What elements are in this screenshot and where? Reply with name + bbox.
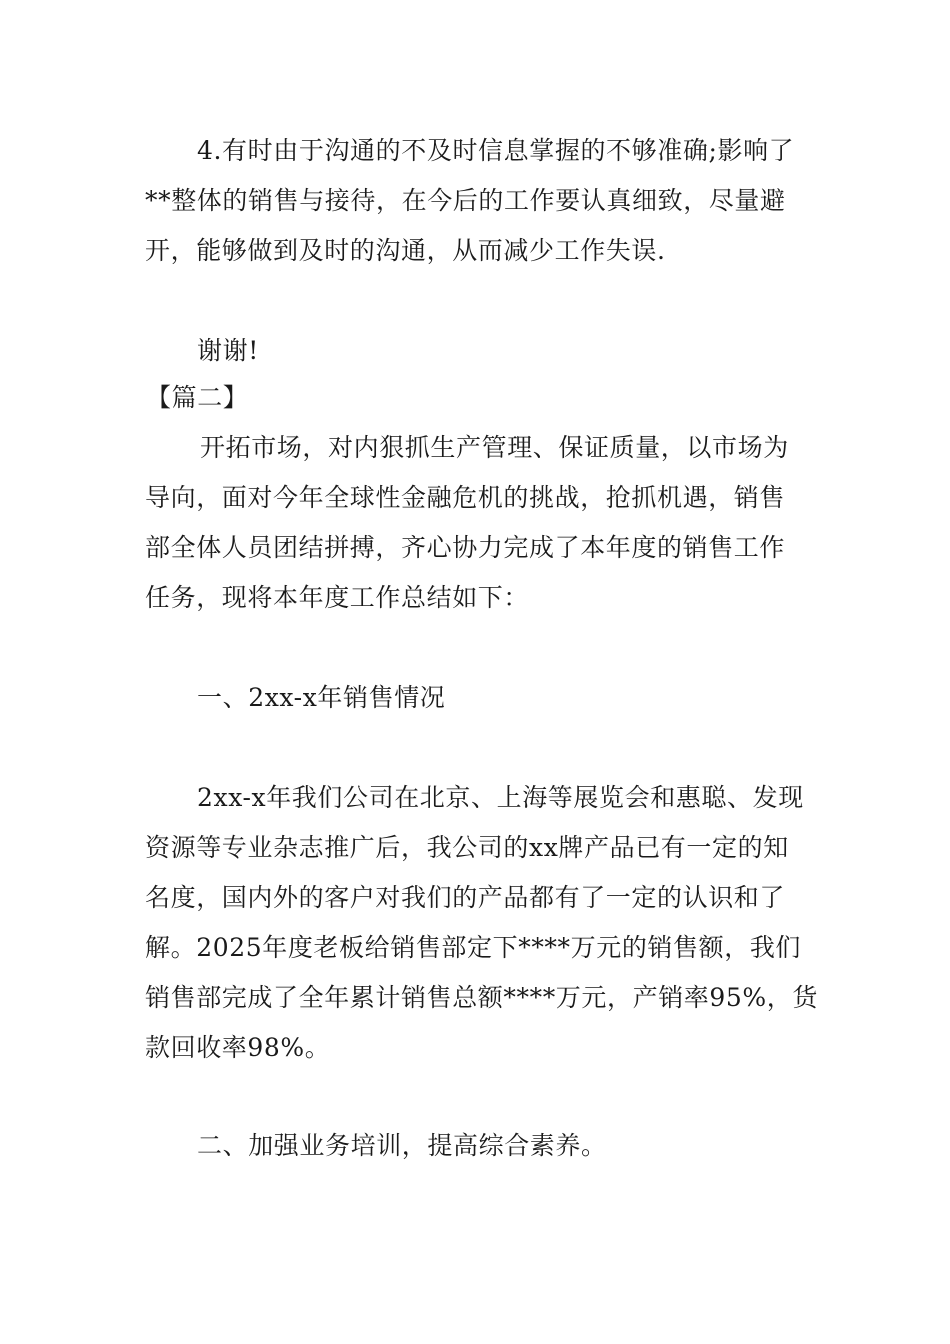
paragraph-line: 导向，面对今年全球性金融危机的挑战，抢抓机遇，销售 [145, 483, 786, 512]
paragraph-line: 资源等专业杂志推广后，我公司的xx牌产品已有一定的知 [145, 833, 789, 862]
subsection-heading: 二、加强业务培训，提高综合素养。 [197, 1131, 607, 1160]
paragraph-line: 任务，现将本年度工作总结如下： [145, 583, 530, 612]
subsection-heading: 一、2xx-x年销售情况 [197, 683, 446, 712]
thanks-line: 谢谢! [197, 336, 259, 365]
paragraph-line: 销售部完成了全年累计销售总额****万元，产销率95%，货 [145, 983, 818, 1012]
paragraph-line: **整体的销售与接待，在今后的工作要认真细致，尽量避 [145, 186, 786, 215]
paragraph-line: 款回收率98%。 [145, 1033, 331, 1062]
section-heading: 【篇二】 [146, 383, 249, 412]
paragraph-line: 部全体人员团结拼搏，齐心协力完成了本年度的销售工作 [145, 533, 786, 562]
paragraph-line: 4.有时由于沟通的不及时信息掌握的不够准确;影响了 [197, 136, 795, 165]
paragraph-line: 开，能够做到及时的沟通，从而减少工作失误. [145, 236, 666, 265]
paragraph-line: 2xx-x年我们公司在北京、上海等展览会和惠聪、发现 [197, 783, 804, 812]
paragraph-line: 名度，国内外的客户对我们的产品都有了一定的认识和了 [145, 883, 786, 912]
paragraph-line: 解。2025年度老板给销售部定下****万元的销售额，我们 [145, 933, 802, 962]
paragraph-line: 开拓市场，对内狠抓生产管理、保证质量，以市场为 [200, 433, 789, 462]
